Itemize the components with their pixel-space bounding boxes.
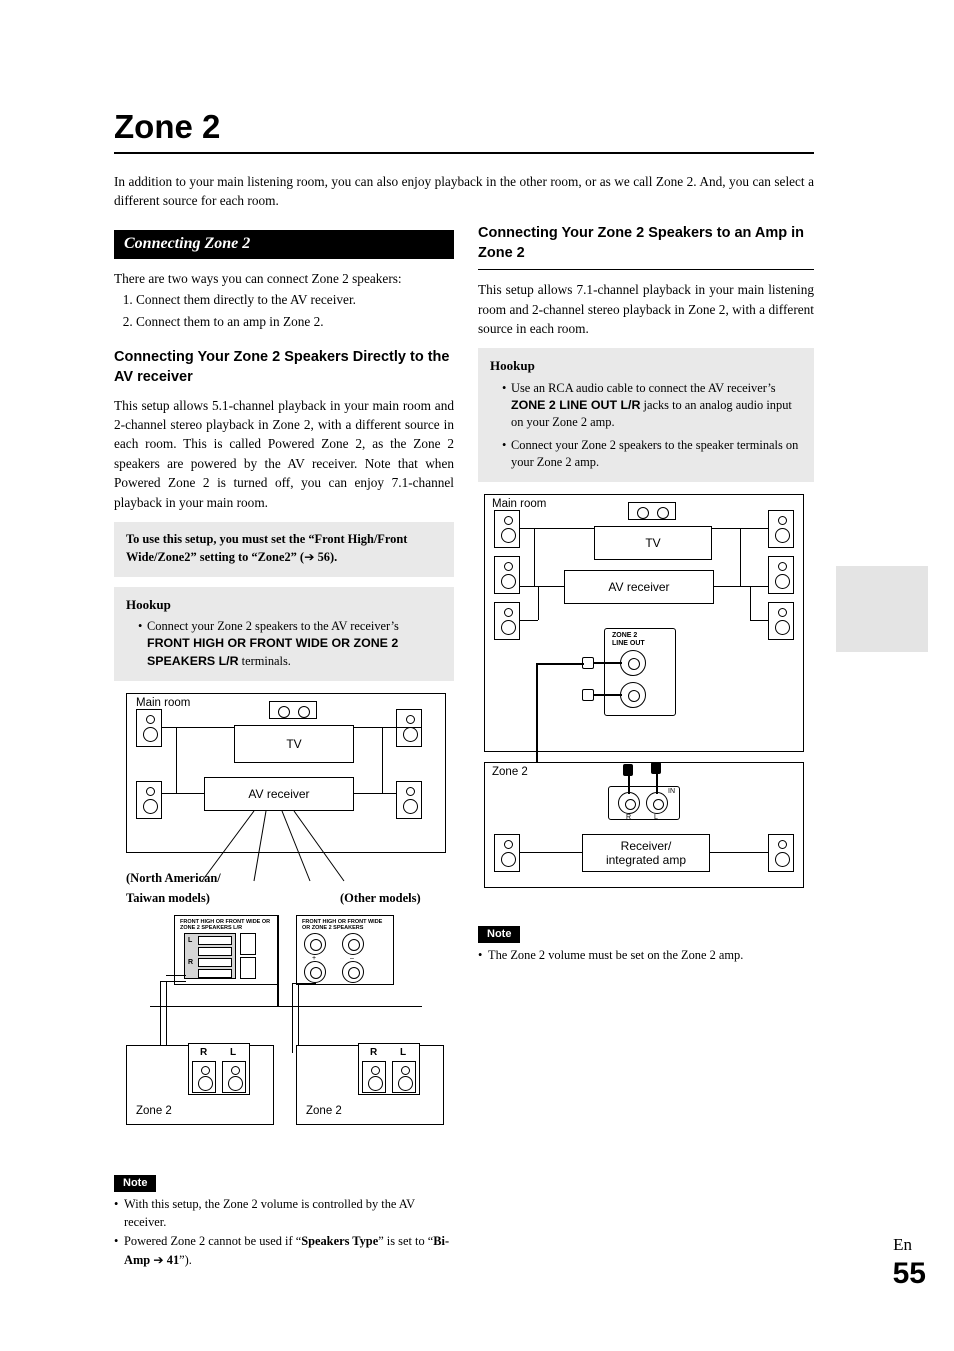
av-receiver-unit-right: AV receiver [564,570,714,604]
arrow-icon: ➔ [304,549,315,565]
main-room-label-right: Main room [492,498,547,511]
right-column [478,224,814,967]
list-item: • The Zone 2 volume must be set on the Zone 2 amp. [478,947,814,965]
zone2-amp-unit [582,834,710,872]
setup-requirement-box: To use this setup, you must set the “Front High/Front Wide/Zone2” setting to “Zone2” (➔ 56). [114,522,454,577]
center-speaker-right [628,502,676,520]
title-rule [114,152,814,154]
hookup-text-post: terminals. [238,653,291,668]
zone2-speaker-na-r [192,1061,216,1093]
zone2-speaker-other-l [392,1061,416,1093]
section-banner-connecting-zone-2: Connecting Zone 2 [114,230,454,259]
list-item: 2. Connect them to an amp in Zone 2. [136,312,454,333]
tv-unit-right: TV [594,526,712,560]
right-note-block [478,924,814,965]
zone2-amp-jack-l-label: L [654,814,658,822]
hookup-title: Hookup [126,596,171,612]
amp-label-line1: Receiver/ [620,838,672,853]
hookup-list [490,380,804,472]
front-left-speaker-right [494,510,520,548]
zone2-speaker-left-right-diagram [494,834,520,872]
front-left-speaker [136,709,162,747]
note-list [114,1196,454,1269]
zone2-na-l: L [230,1047,237,1059]
zone2-other-r: R [370,1047,378,1059]
rca-plug-3 [623,764,633,776]
left-paragraph: This setup allows 5.1-channel playback in your main room and 2-channel stereo playback in Zone 2, with a different source in each room. This is called Powered Zone 2, as the Zone 2 speakers are powered by the AV receiver. Note that when Powered Zone 2 is turned off, you can enjoy 7.1-channel playback in your main room. [114,397,454,510]
footer-language: En [893,1235,912,1254]
left-subheading: Connecting Your Zone 2 Speakers Directly to the AV receiver [114,349,450,386]
left-column [114,230,454,1271]
model-label-north-american: (North American/ [126,871,221,886]
hookup-terminal-name: FRONT HIGH OR FRONT WIDE OR ZONE 2 SPEAKERS L/R [147,636,399,668]
zone2-speaker-right-right-diagram [768,834,794,872]
zone2-label-other: Zone 2 [306,1105,342,1118]
zone2-na-r: R [200,1047,208,1059]
zone2-label-na: Zone 2 [136,1105,172,1118]
zone2-amp-jack-r-label: R [626,814,632,822]
left-lead-text: There are two ways you can connect Zone 2 speakers: [114,271,402,286]
other-terminal-minus: – [350,955,354,963]
list-item: • Use an RCA audio cable to connect the AV receiver’s ZONE 2 LINE OUT L/R jacks to an analog audio input on your Zone 2 amp. [502,380,804,432]
other-terminal-post-3 [304,961,326,983]
list-item [138,618,444,670]
model-label-north-american-2: Taiwan models) [126,891,210,906]
na-terminal-side-2 [240,957,256,979]
zone2-speaker-na-l [222,1061,246,1093]
surround-right-speaker-right [768,556,794,594]
left-hookup-box [114,587,454,681]
zone2-speaker-other-r [362,1061,386,1093]
na-terminal-r: R [188,959,194,967]
surround-back-right-speaker-right [768,602,794,640]
setup-page-ref: 56 [317,550,330,565]
center-speaker [269,701,317,719]
list-item: 1. Connect them directly to the AV receiver. [136,290,454,311]
list-item: • With this setup, the Zone 2 volume is controlled by the AV receiver. [114,1196,454,1231]
right-hookup-box [478,348,814,482]
setup-requirement-text-1: To use this setup, you must set the “Front High/Front Wide/Zone2” setting to “Zone2” ( [126,532,408,565]
hookup-title: Hookup [490,358,535,374]
left-note-block [114,1173,454,1269]
note-list [478,947,814,965]
na-terminal-slot-4 [198,969,232,978]
note-badge: Note [114,1175,156,1192]
hookup-text-pre: Connect your Zone 2 speakers to the AV receiver’s [147,618,399,633]
list-item: • Powered Zone 2 cannot be used if “Speakers Type” is set to “Bi-Amp ➔ 41”). [114,1233,454,1269]
surround-left-speaker-right [494,556,520,594]
tv-unit: TV [234,725,354,763]
other-terminal-post-1 [304,933,326,955]
na-terminal-slot-2 [198,947,232,956]
page-title-block [114,108,814,154]
connection-methods-list [114,290,454,332]
na-terminal-slot-3 [198,958,232,967]
page-title: Zone 2 [114,108,221,145]
zone2-line-out-label: ZONE 2 LINE OUT [612,632,645,648]
zone2-amp-in-label: IN [668,788,675,796]
amp-label-line2: integrated amp [605,853,687,868]
note-badge: Note [478,926,520,943]
na-terminal-caption: FRONT HIGH OR FRONT WIDE OR ZONE 2 SPEAKERS L/R [180,919,271,932]
hookup-list [126,618,444,670]
na-terminal-l: L [188,937,193,945]
footer-page-number: 55 [892,1257,926,1290]
intro-paragraph: In addition to your main listening room, you can also enjoy playback in the other room, or as we call Zone 2. And, you can select a different source for each room. [114,174,814,209]
rca-plug-4 [651,762,661,774]
arrow-icon: ➔ [153,1251,164,1267]
rca-plug-2 [582,689,594,701]
other-terminal-plus: + [312,955,317,963]
zone2-other-l: L [400,1047,407,1059]
other-terminal-post-2 [342,933,364,955]
surround-back-left-speaker-right [494,602,520,640]
hookup-jack-name: ZONE 2 LINE OUT L/R [511,397,641,412]
main-room-label: Main room [136,697,191,710]
other-terminal-caption: FRONT HIGH OR FRONT WIDE OR ZONE 2 SPEAKERS [302,919,383,932]
av-receiver-unit: AV receiver [204,777,354,811]
na-terminal-side-1 [240,933,256,955]
right-diagram [478,494,814,914]
list-item: • Connect your Zone 2 speakers to the speaker terminals on your Zone 2 amp. [502,437,804,472]
model-label-other: (Other models) [340,891,421,906]
other-terminal-post-4 [342,961,364,983]
page-edge-tab [836,566,928,652]
left-diagram [114,693,454,1163]
na-terminal-slot-1 [198,936,232,945]
right-subheading: Connecting Your Zone 2 Speakers to an Amp in Zone 2 [478,224,814,270]
front-right-speaker-right [768,510,794,548]
zone2-label-right: Zone 2 [492,766,528,779]
front-right-speaker [396,709,422,747]
right-paragraph: This setup allows 7.1-channel playback in your main listening room and 2-channel stereo playback in Zone 2, with a different source in each room. [478,282,814,336]
